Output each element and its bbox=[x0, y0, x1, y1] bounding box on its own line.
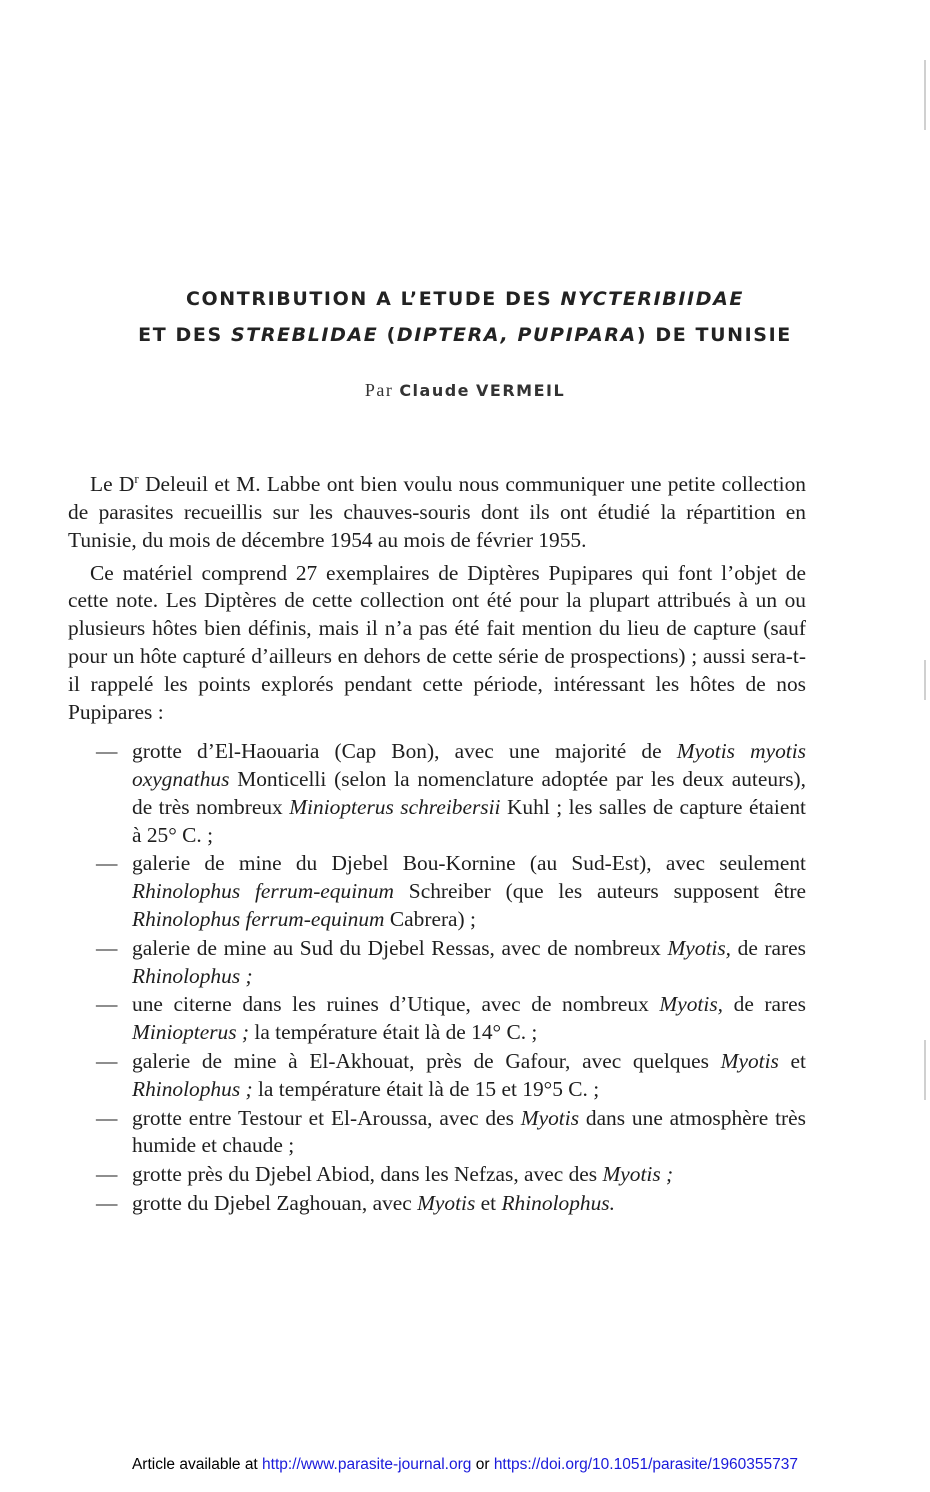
item-text: Kuhl ; les salles de capture étaient à 25° C. ; bbox=[132, 794, 806, 847]
list-item bbox=[68, 738, 806, 849]
paragraph-2: Ce matériel comprend 27 exemplaires de Diptères Pupipares qui font l’objet de cette note. Les Diptères de cette collection ont été pour la plupart attribués à un ou plusieurs hôtes bien définis, mais il n’a pas été fait mention du lieu de capture (sauf pour un hôte capturé d’ailleurs en dehors de cette série de prospections) ; aussi sera-t-il rappelé les points explorés pendant cette période, intéressant les hôtes de nos Pupipares : bbox=[68, 560, 806, 724]
item-text: la température était là de 15 et 19°5 C. ; bbox=[252, 1076, 600, 1101]
byline-par: Par bbox=[364, 380, 394, 400]
item-text: Monticelli (selon la nomenclature adoptée par les deux auteurs), de très nombreux bbox=[132, 767, 806, 819]
item-text: la température était là de 14° C. ; bbox=[249, 1020, 538, 1045]
scan-edge-mark bbox=[924, 60, 926, 130]
dash-marker: — bbox=[96, 1162, 118, 1187]
item-taxon: Myotis, bbox=[659, 992, 723, 1017]
dash-marker: — bbox=[96, 739, 118, 764]
locality-list bbox=[68, 738, 806, 1218]
dash-marker: — bbox=[96, 1191, 118, 1216]
list-item bbox=[68, 850, 806, 933]
item-text: galerie de mine du Djebel Bou-Kornine (au Sud-Est), avec seulement bbox=[132, 851, 806, 876]
item-taxon: Rhinolophus ; bbox=[132, 1076, 253, 1101]
scan-edge-mark bbox=[924, 660, 926, 700]
doi-link[interactable]: https://doi.org/10.1051/parasite/1960355737 bbox=[493, 1456, 799, 1473]
list-item bbox=[68, 1161, 806, 1189]
list-item bbox=[68, 1048, 806, 1104]
paragraph-1 bbox=[68, 465, 806, 555]
item-taxon: Rhinolophus ferrum-equinum bbox=[132, 879, 394, 904]
item-taxon: Myotis bbox=[417, 1191, 476, 1216]
paragraph-1-rest: Deleuil et M. Labbe ont bien voulu nous communiquer une petite collection de parasites recueillis sur les chauves-souris dont ils ont étudié la répartition en Tunisie, du mois de décembre 1954 au mois de février 1955. bbox=[68, 472, 807, 552]
item-text: grotte entre Testour et El-Aroussa, avec des bbox=[132, 1105, 521, 1130]
title-taxon-diptera-pupipara: DIPTERA, PUPIPARA bbox=[396, 324, 637, 346]
list-item bbox=[68, 935, 806, 991]
list-item bbox=[68, 991, 806, 1047]
item-taxon: Myotis bbox=[720, 1049, 779, 1074]
item-text: grotte d’El-Haouaria (Cap Bon), avec une majorité de bbox=[132, 739, 677, 764]
title-taxon-streblidae: STREBLIDAE bbox=[230, 324, 379, 346]
item-text: et bbox=[778, 1049, 806, 1074]
item-text: Cabrera) ; bbox=[384, 907, 476, 932]
paragraph-1-start: Le D bbox=[90, 472, 135, 497]
article-body bbox=[68, 465, 806, 1219]
item-taxon: Miniopterus ; bbox=[132, 1020, 250, 1045]
dash-marker: — bbox=[96, 1105, 118, 1130]
item-taxon: Rhinolophus ; bbox=[132, 963, 253, 988]
item-text: galerie de mine à El-Akhouat, près de Gafour, avec quelques bbox=[132, 1049, 721, 1074]
item-taxon: Rhinolophus ferrum-equinum bbox=[132, 907, 385, 932]
item-taxon: Myotis ; bbox=[602, 1162, 674, 1187]
title-taxon-nycteribiidae: NYCTERIBIIDAE bbox=[560, 288, 744, 310]
article-availability-footer bbox=[0, 1456, 930, 1474]
title-line2-suffix: ) DE TUNISIE bbox=[636, 324, 792, 346]
title-line1-text: CONTRIBUTION A L’ETUDE DES bbox=[186, 288, 561, 310]
author-last-name: VERMEIL bbox=[476, 381, 566, 400]
item-text: galerie de mine au Sud du Djebel Ressas, avec de nombreux bbox=[132, 935, 668, 960]
item-taxon: Myotis myotis oxygnathus bbox=[132, 739, 806, 792]
article-title-line-2 bbox=[0, 324, 930, 346]
item-taxon: Rhinolophus. bbox=[501, 1191, 615, 1216]
article-title-line-1 bbox=[0, 288, 930, 310]
footer-prefix: Article available at bbox=[131, 1456, 263, 1473]
item-text: grotte près du Djebel Abiod, dans les Nefzas, avec des bbox=[132, 1162, 603, 1187]
item-text: dans une atmosphère très humide et chaude ; bbox=[132, 1105, 806, 1158]
item-text: une citerne dans les ruines d’Utique, avec de nombreux bbox=[132, 992, 660, 1017]
item-text: Schreiber (que les auteurs supposent être bbox=[393, 879, 806, 904]
item-text: et bbox=[475, 1191, 502, 1216]
title-line2-mid: ( bbox=[378, 324, 397, 346]
list-item bbox=[68, 1190, 806, 1218]
dash-marker: — bbox=[96, 851, 118, 876]
paragraph-1-superscript: r bbox=[134, 471, 139, 486]
item-taxon: Miniopterus schreibersii bbox=[289, 794, 501, 819]
item-text: de rares bbox=[723, 992, 806, 1017]
item-taxon: Myotis, bbox=[667, 935, 732, 960]
journal-link[interactable]: http://www.parasite-journal.org bbox=[262, 1456, 472, 1473]
list-item bbox=[68, 1105, 806, 1161]
author-first-name: Claude bbox=[399, 381, 471, 400]
footer-or: or bbox=[471, 1456, 494, 1473]
title-line2-prefix: ET DES bbox=[138, 324, 231, 346]
author-byline bbox=[0, 380, 930, 401]
dash-marker: — bbox=[96, 1049, 118, 1074]
dash-marker: — bbox=[96, 992, 118, 1017]
item-taxon: Myotis bbox=[520, 1105, 580, 1130]
item-text: de rares bbox=[731, 935, 806, 960]
dash-marker: — bbox=[96, 935, 118, 960]
scan-edge-mark bbox=[924, 1040, 926, 1100]
item-text: grotte du Djebel Zaghouan, avec bbox=[132, 1191, 418, 1216]
